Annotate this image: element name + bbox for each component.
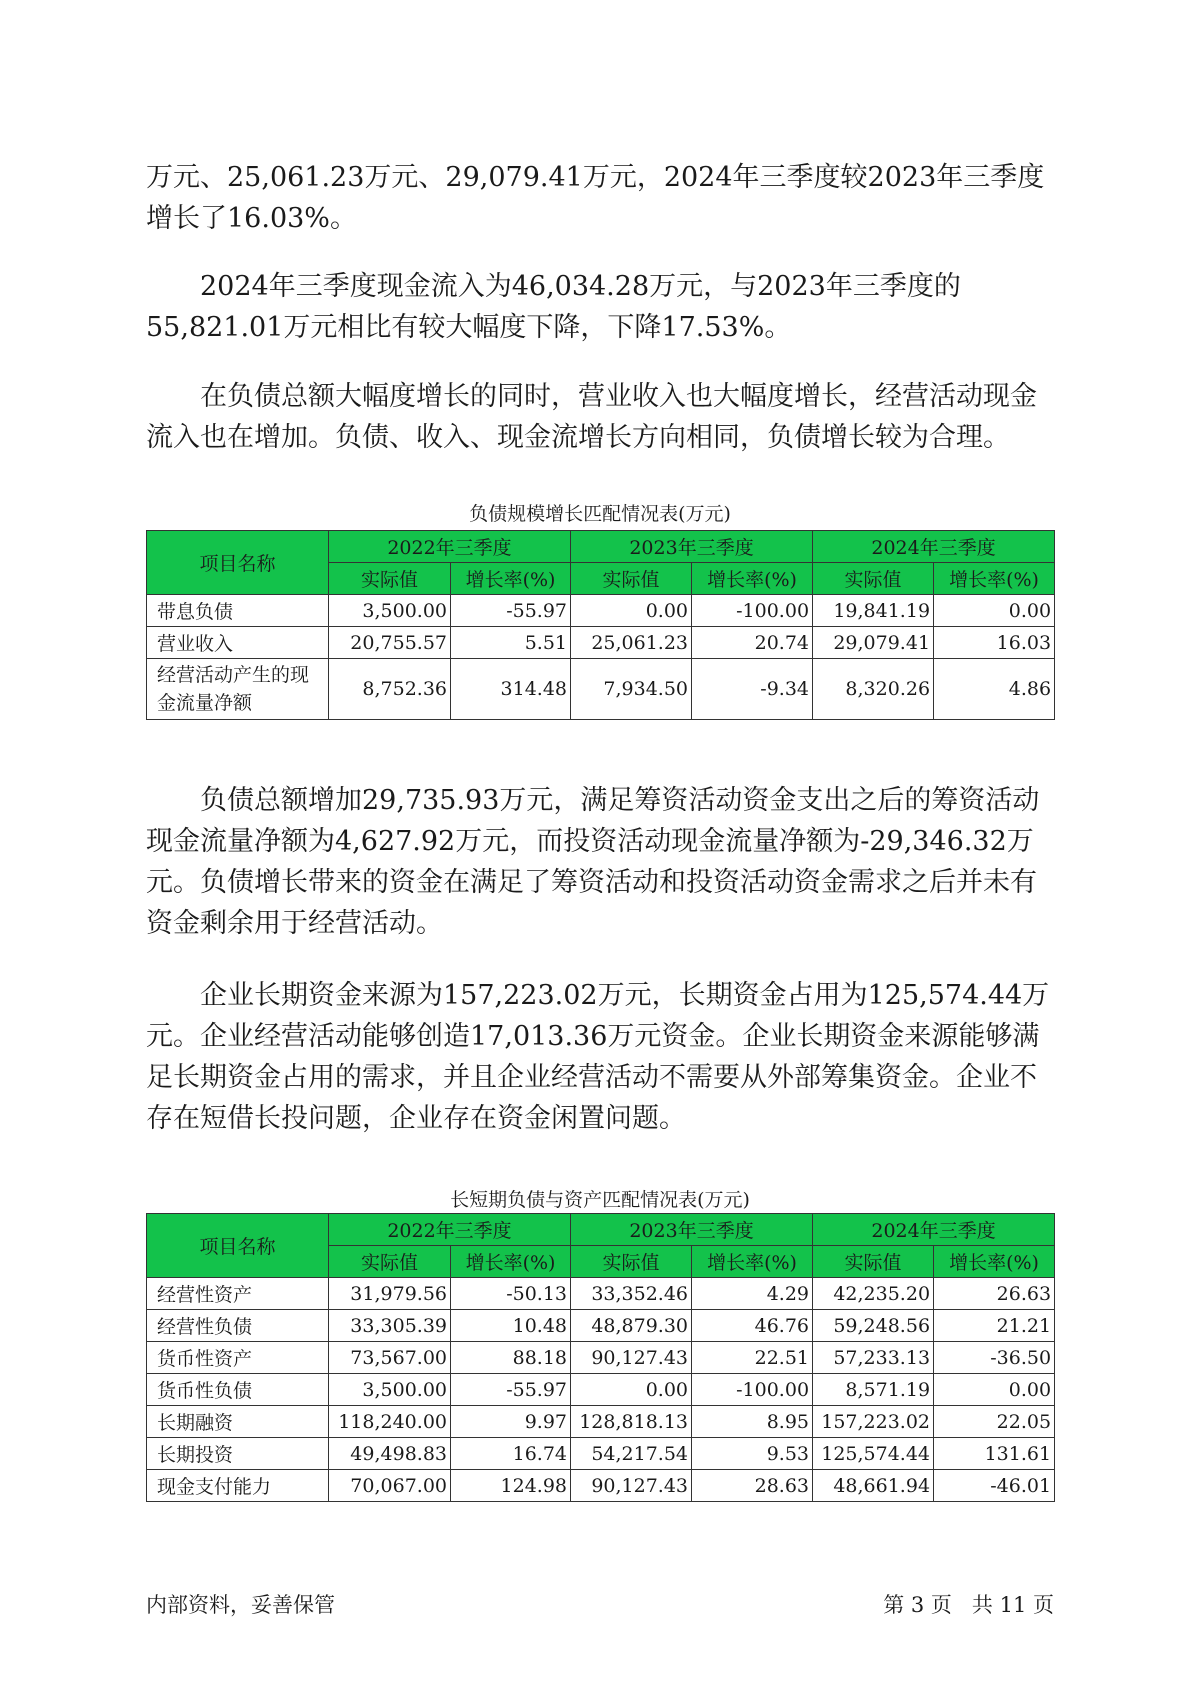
cell-value: 128,818.13 [571, 1406, 692, 1438]
cell-value: 5.51 [451, 627, 571, 659]
row-name: 现金支付能力 [147, 1470, 329, 1502]
header-item-name: 项目名称 [147, 1214, 329, 1278]
subheader-actual: 实际值 [329, 1246, 451, 1278]
cell-value: 0.00 [571, 595, 692, 627]
paragraph-3 [146, 376, 1056, 458]
table-row [147, 627, 1055, 659]
table-row [147, 1406, 1055, 1438]
table-row [147, 1310, 1055, 1342]
cell-value: 7,934.50 [571, 659, 692, 720]
cell-value: 0.00 [934, 1374, 1055, 1406]
cell-value: 42,235.20 [813, 1278, 934, 1310]
row-name: 经营性负债 [147, 1310, 329, 1342]
cell-value: 314.48 [451, 659, 571, 720]
header-item-name: 项目名称 [147, 531, 329, 595]
table-row [147, 1470, 1055, 1502]
footer-confidential-note: 内部资料，妥善保管 [146, 1593, 335, 1617]
row-name: 营业收入 [147, 627, 329, 659]
cell-value: 57,233.13 [813, 1342, 934, 1374]
cell-value: 20,755.57 [329, 627, 451, 659]
table-header-row [147, 1214, 1055, 1246]
cell-value: 28.63 [692, 1470, 813, 1502]
cell-value: 48,661.94 [813, 1470, 934, 1502]
table1-caption: 负债规模增长匹配情况表(万元) [469, 503, 731, 525]
cell-value: 33,352.46 [571, 1278, 692, 1310]
paragraph-1: 万元、25,061.23万元、29,079.41万元，2024年三季度较2023年三季度增长了16.03%。 [146, 162, 1045, 234]
cell-value: 90,127.43 [571, 1470, 692, 1502]
cell-value: 31,979.56 [329, 1278, 451, 1310]
cell-value: 3,500.00 [329, 595, 451, 627]
cell-value: 16.03 [934, 627, 1055, 659]
paragraph-5 [146, 975, 1056, 1139]
table-row [147, 1438, 1055, 1470]
subheader-actual: 实际值 [813, 1246, 934, 1278]
cell-value: -46.01 [934, 1470, 1055, 1502]
cell-value: 90,127.43 [571, 1342, 692, 1374]
header-period-2022: 2022年三季度 [329, 531, 571, 563]
debt-growth-table [146, 530, 1055, 720]
cell-value: 3,500.00 [329, 1374, 451, 1406]
cell-value: -100.00 [692, 1374, 813, 1406]
paragraph-5-text: 企业长期资金来源为157,223.02万元，长期资金占用为125,574.44万元。企业经营活动能够创造17,013.36万元资金。企业长期资金来源能够满足长期资金占用的需求，并且企业经营活动不需要从外部筹集资金。企业不存在短借长投问题，企业存在资金闲置问题。 [146, 980, 1050, 1134]
cell-value: 10.48 [451, 1310, 571, 1342]
row-name: 带息负债 [147, 595, 329, 627]
row-name: 货币性负债 [147, 1374, 329, 1406]
subheader-growth: 增长率(%) [934, 563, 1055, 595]
paragraph-4 [146, 780, 1056, 944]
cell-value: 49,498.83 [329, 1438, 451, 1470]
subheader-growth: 增长率(%) [934, 1246, 1055, 1278]
cell-value: 19,841.19 [813, 595, 934, 627]
cell-value: 73,567.00 [329, 1342, 451, 1374]
cell-value: 4.86 [934, 659, 1055, 720]
subheader-actual: 实际值 [571, 563, 692, 595]
cell-value: 21.21 [934, 1310, 1055, 1342]
cell-value: 131.61 [934, 1438, 1055, 1470]
table-row [147, 1278, 1055, 1310]
subheader-actual: 实际值 [571, 1246, 692, 1278]
cell-value: -36.50 [934, 1342, 1055, 1374]
subheader-growth: 增长率(%) [692, 563, 813, 595]
table-row [147, 595, 1055, 627]
table-row [147, 1374, 1055, 1406]
header-period-2024: 2024年三季度 [813, 1214, 1055, 1246]
cell-value: 59,248.56 [813, 1310, 934, 1342]
table-row [147, 1342, 1055, 1374]
cell-value: 25,061.23 [571, 627, 692, 659]
cell-value: -100.00 [692, 595, 813, 627]
subheader-growth: 增长率(%) [451, 563, 571, 595]
cell-value: 4.29 [692, 1278, 813, 1310]
cell-value: 88.18 [451, 1342, 571, 1374]
header-period-2023: 2023年三季度 [571, 1214, 813, 1246]
cell-value: 0.00 [934, 595, 1055, 627]
paragraph-2 [146, 266, 1056, 348]
paragraph-2-text: 2024年三季度现金流入为46,034.28万元，与2023年三季度的55,821.01万元相比有较大幅度下降，下降17.53%。 [146, 271, 961, 343]
row-name: 经营性资产 [147, 1278, 329, 1310]
header-period-2023: 2023年三季度 [571, 531, 813, 563]
cell-value: 125,574.44 [813, 1438, 934, 1470]
cell-value: 8,571.19 [813, 1374, 934, 1406]
cell-value: 54,217.54 [571, 1438, 692, 1470]
row-name: 长期投资 [147, 1438, 329, 1470]
cell-value: 48,879.30 [571, 1310, 692, 1342]
cell-value: -50.13 [451, 1278, 571, 1310]
subheader-growth: 增长率(%) [692, 1246, 813, 1278]
subheader-actual: 实际值 [329, 563, 451, 595]
cell-value: 118,240.00 [329, 1406, 451, 1438]
cell-value: 9.97 [451, 1406, 571, 1438]
cell-value: 124.98 [451, 1470, 571, 1502]
table2-caption: 长短期负债与资产匹配情况表(万元) [450, 1189, 750, 1211]
header-period-2024: 2024年三季度 [813, 531, 1055, 563]
cell-value: 29,079.41 [813, 627, 934, 659]
footer-page-number: 第 3 页 共 11 页 [883, 1593, 1054, 1617]
row-name: 货币性资产 [147, 1342, 329, 1374]
cell-value: 33,305.39 [329, 1310, 451, 1342]
paragraph-4-text: 负债总额增加29,735.93万元，满足筹资活动资金支出之后的筹资活动现金流量净额为4,627.92万元，而投资活动现金流量净额为-29,346.32万元。负债增长带来的资金在满足了筹资活动和投资活动资金需求之后并未有资金剩余用于经营活动。 [146, 785, 1040, 939]
cell-value: -55.97 [451, 1374, 571, 1406]
subheader-growth: 增长率(%) [451, 1246, 571, 1278]
table-header-row [147, 531, 1055, 563]
asset-liability-table [146, 1213, 1055, 1502]
subheader-actual: 实际值 [813, 563, 934, 595]
cell-value: 20.74 [692, 627, 813, 659]
cell-value: 22.51 [692, 1342, 813, 1374]
cell-value: 8.95 [692, 1406, 813, 1438]
cell-value: 0.00 [571, 1374, 692, 1406]
cell-value: -9.34 [692, 659, 813, 720]
paragraph-3-text: 在负债总额大幅度增长的同时，营业收入也大幅度增长，经营活动现金流入也在增加。负债、收入、现金流增长方向相同，负债增长较为合理。 [146, 381, 1037, 453]
cell-value: 8,752.36 [329, 659, 451, 720]
cell-value: 8,320.26 [813, 659, 934, 720]
table-row [147, 659, 1055, 720]
cell-value: 26.63 [934, 1278, 1055, 1310]
cell-value: 70,067.00 [329, 1470, 451, 1502]
cell-value: 46.76 [692, 1310, 813, 1342]
row-name: 长期融资 [147, 1406, 329, 1438]
cell-value: 16.74 [451, 1438, 571, 1470]
row-name: 经营活动产生的现金流量净额 [147, 659, 329, 720]
cell-value: 22.05 [934, 1406, 1055, 1438]
cell-value: -55.97 [451, 595, 571, 627]
cell-value: 9.53 [692, 1438, 813, 1470]
cell-value: 157,223.02 [813, 1406, 934, 1438]
header-period-2022: 2022年三季度 [329, 1214, 571, 1246]
